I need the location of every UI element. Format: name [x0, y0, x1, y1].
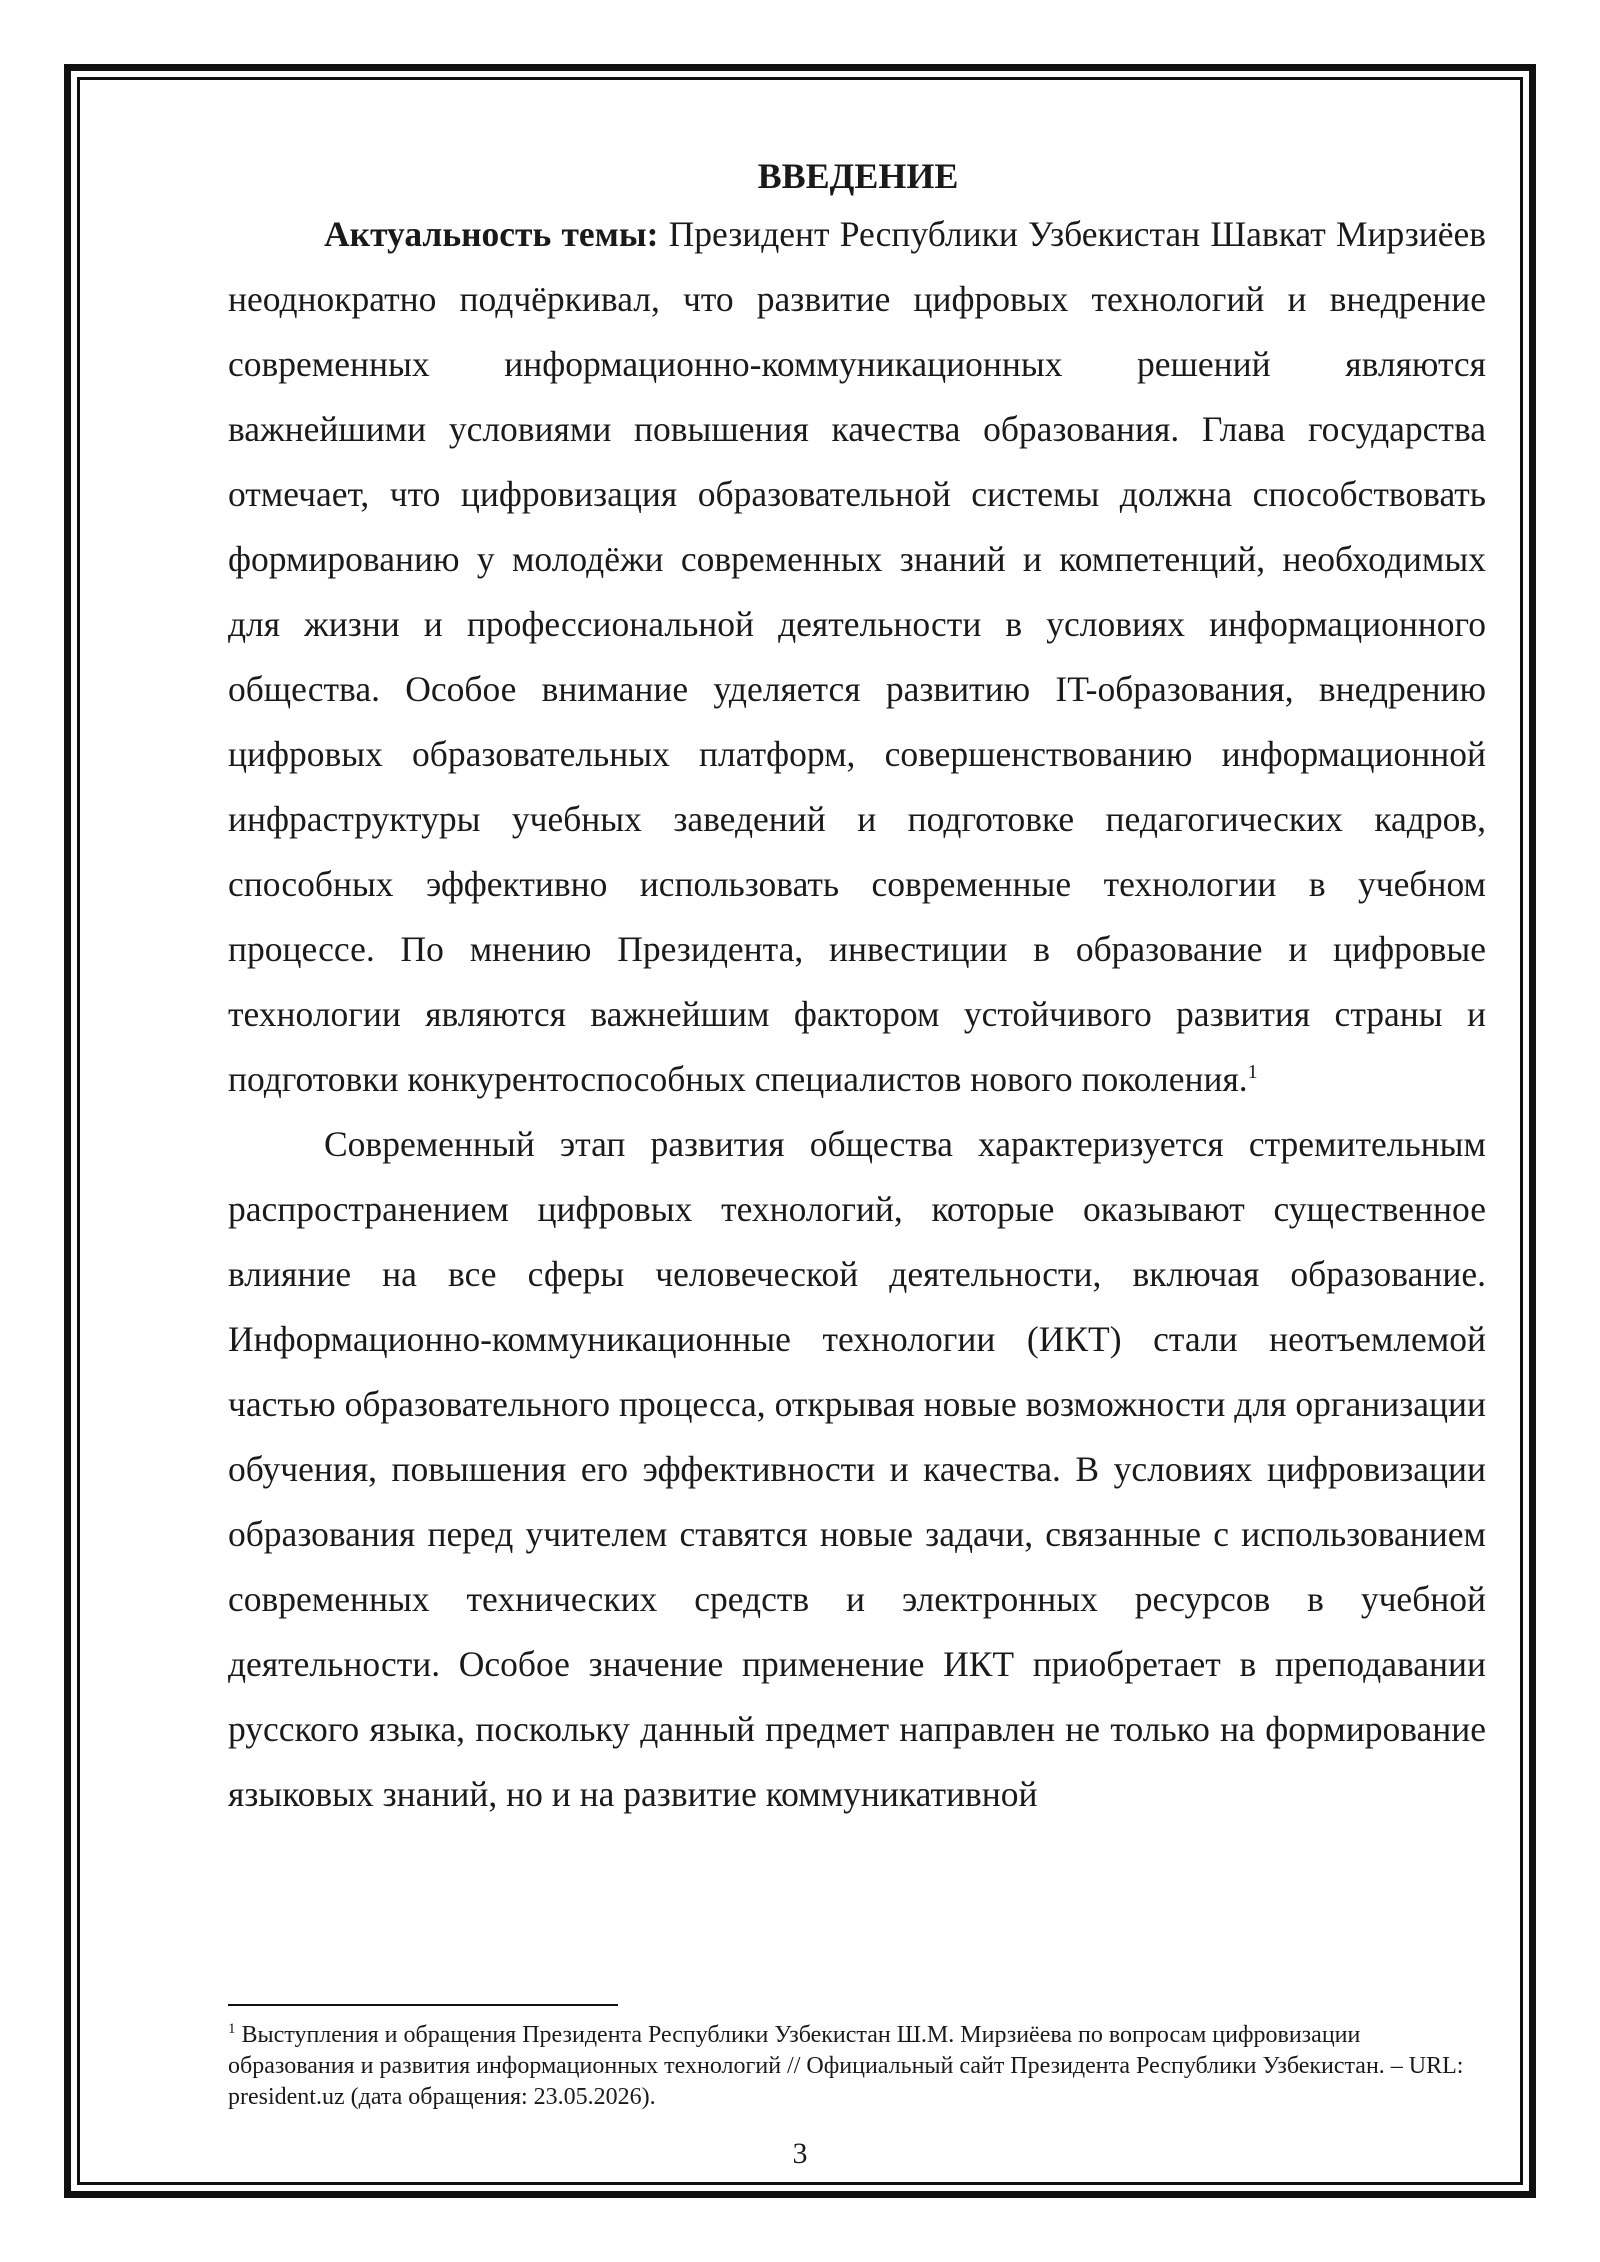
- paragraph-relevance: [228, 202, 1486, 1112]
- section-heading: ВВЕДЕНИЕ: [757, 156, 959, 196]
- footnote-text: Выступления и обращения Президента Республики Узбекистан Ш.М. Мирзиёева по вопросам цифровизации образования и развития информационных технологий // Официальный сайт Президента Республики Узбекистан. – URL: president.uz (дата обращения: 23.05.2026).: [228, 2022, 1464, 2110]
- paragraph-relevance-text: Президент Республики Узбекистан Шавкат Мирзиёев неоднократно подчёркивал, что развитие цифровых технологий и внедрение современных информационно-коммуникационных решений являются важнейшими условиями повышения качества образования. Глава государства отмечает, что цифровизация образовательной системы должна способствовать формированию у молодёжи современных знаний и компетенций, необходимых для жизни и профессиональной деятельности в условиях информационного общества. Особое внимание уделяется развитию IT-образования, внедрению цифровых образовательных платформ, совершенствованию информационной инфраструктуры учебных заведений и подготовке педагогических кадров, способных эффективно использовать современные технологии в учебном процессе. По мнению Президента, инвестиции в образование и цифровые технологии являются важнейшим фактором устойчивого развития страны и подготовки конкурентоспособных специалистов нового поколения.: [228, 214, 1487, 1099]
- footnote-reference[interactable]: 1: [1247, 1061, 1258, 1084]
- footnote-separator: [228, 2004, 618, 2006]
- paragraph-lead: Актуальность темы:: [324, 214, 659, 254]
- footnote: [228, 2020, 1486, 2113]
- paragraph-ict: Современный этап развития общества характеризуется стремительным распространением цифровых технологий, которые оказывают существенное влияние на все сферы человеческой деятельности, включая образование. Информационно-коммуникационные технологии (ИКТ) стали неотъемлемой частью образовательного процесса, открывая новые возможности для организации обучения, повышения его эффективности и качества. В условиях цифровизации образования перед учителем ставятся новые задачи, связанные с использованием современных технических средств и электронных ресурсов в учебной деятельности. Особое значение применение ИКТ приобретает в преподавании русского языка, поскольку данный предмет направлен не только на формирование языковых знаний, но и на развитие коммуникативной: [228, 1124, 1486, 1814]
- page-number: 3: [792, 2137, 808, 2170]
- document-body: [228, 150, 1486, 1827]
- footnote-marker: 1: [228, 2021, 236, 2037]
